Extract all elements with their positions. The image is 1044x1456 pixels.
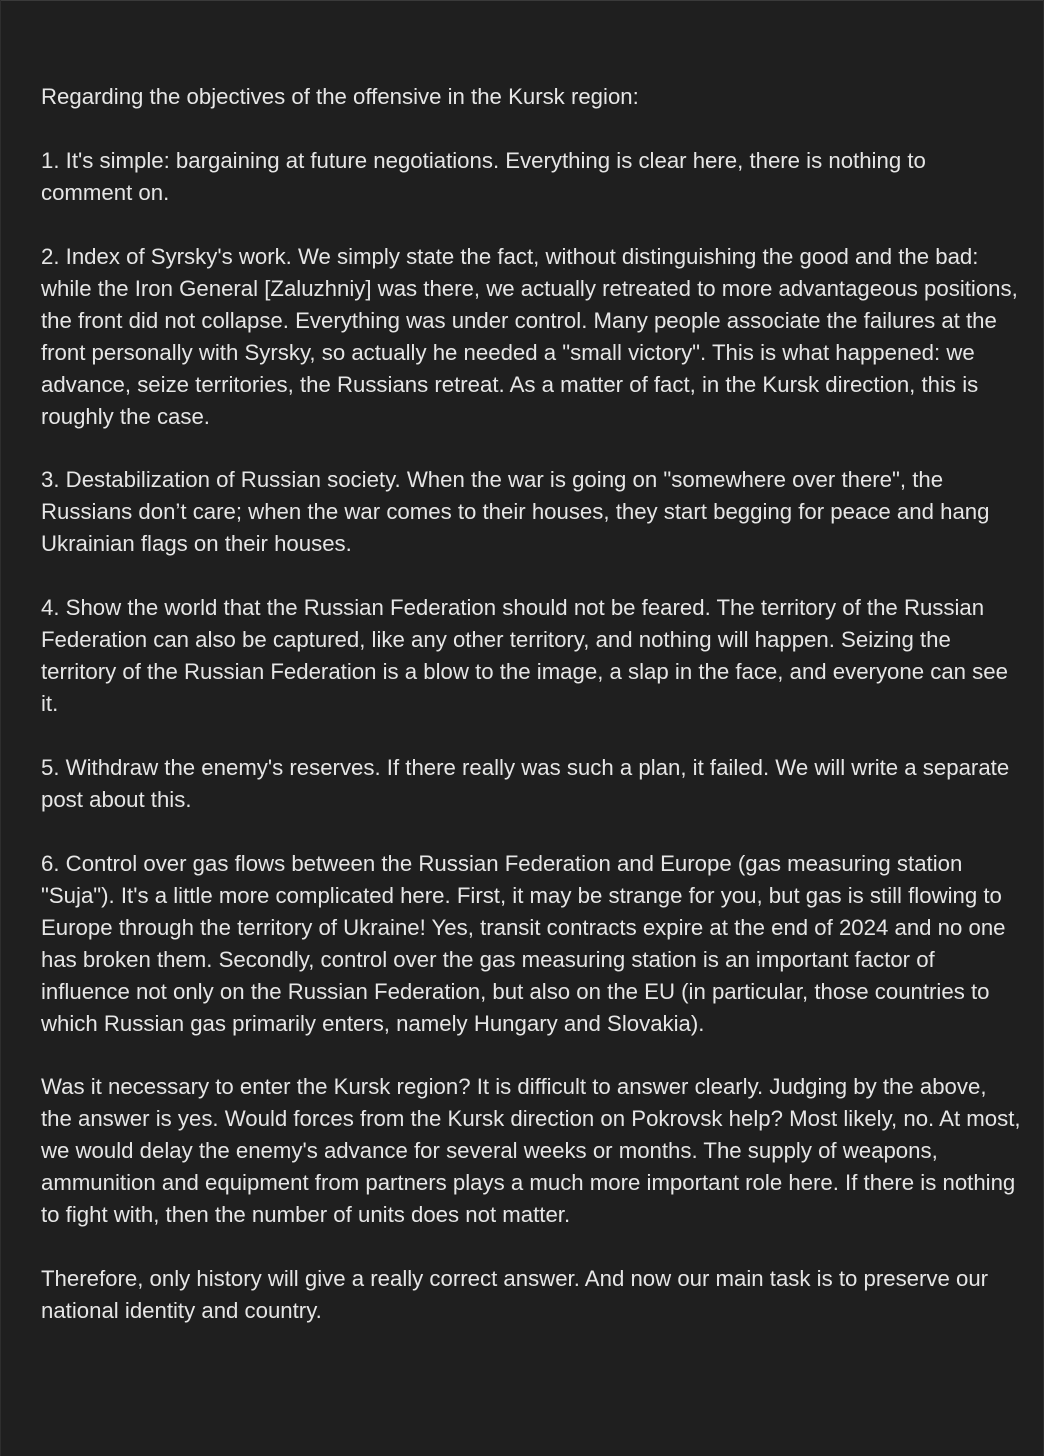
note-text-body[interactable] [41,81,1021,1327]
intro-paragraph: Regarding the objectives of the offensive in the Kursk region: [41,84,639,109]
point-6-paragraph: 6. Control over gas flows between the Russian Federation and Europe (gas measuring station "Suja"). It's a little more complicated here. First, it may be strange for you, but gas is still flowing to Europe through the territory of Ukraine! Yes, transit contracts expire at the end of 2024 and no one has broken them. Secondly, control over the gas measuring station is an important factor of influence not only on the Russian Federation, but also on the EU (in particular, those countries to which Russian gas primarily enters, namely Hungary and Slovakia). [41,850,1006,1036]
point-3-paragraph: 3. Destabilization of Russian society. When the war is going on "somewhere over there", the Russians don’t care; when the war comes to their houses, they start begging for peace and hang Ukrainian flags on their houses. [41,467,990,557]
point-2-paragraph: 2. Index of Syrsky's work. We simply state the fact, without distinguishing the good and the bad: while the Iron General [Zaluzhniy] was there, we actually retreated to more advantageous positions, the front did not collapse. Everything was under control. Many people associate the failures at the front personally with Syrsky, so actually he needed a "small victory". This is what happened: we advance, seize territories, the Russians retreat. As a matter of fact, in the Kursk direction, this is roughly the case. [41,243,1018,429]
conclusion-paragraph: Therefore, only history will give a really correct answer. And now our main task is to preserve our national identity and country. [41,1266,989,1324]
discussion-paragraph: Was it necessary to enter the Kursk region? It is difficult to answer clearly. Judging by the above, the answer is yes. Would forces from the Kursk direction on Pokrovsk help? Most likely, no. At most, we would delay the enemy's advance for several weeks or months. The supply of weapons, ammunition and equipment from partners plays a much more important role here. If there is nothing to fight with, then the number of units does not matter. [41,1074,1021,1228]
point-1-paragraph: 1. It's simple: bargaining at future negotiations. Everything is clear here, there is nothing to comment on. [41,147,926,205]
point-4-paragraph: 4. Show the world that the Russian Federation should not be feared. The territory of the Russian Federation can also be captured, like any other territory, and nothing will happen. Seizing the territory of the Russian Federation is a blow to the image, a slap in the face, and everyone can see it. [41,595,1008,717]
point-5-paragraph: 5. Withdraw the enemy's reserves. If there really was such a plan, it failed. We will write a separate post about this. [41,754,1010,812]
